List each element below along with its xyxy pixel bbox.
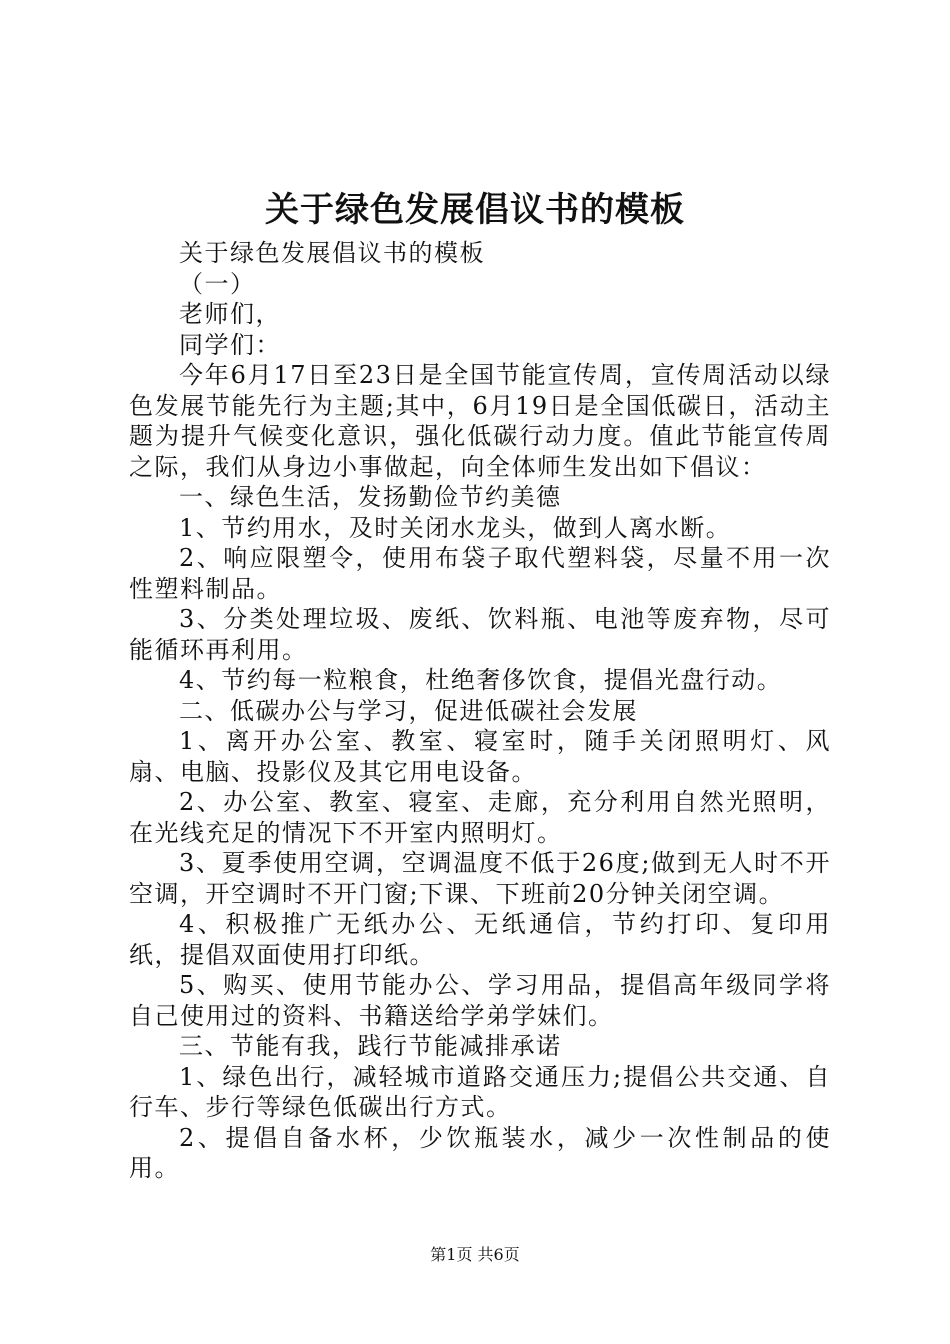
paragraph-salutation-students: 同学们：	[179, 330, 281, 359]
document-body	[129, 238, 831, 1184]
paragraph-heading-3: 三、节能有我，践行节能减排承诺	[179, 1032, 562, 1060]
paragraph-item: 4、节约每一粒粮食，杜绝奢侈饮食，提倡光盘行动。	[179, 666, 783, 694]
paragraph-item: 1、节约用水，及时关闭水龙头，做到人离水断。	[179, 513, 732, 542]
paragraph-item: 2、提倡自备水杯，少饮瓶装水，减少一次性制品的使用。	[129, 1123, 831, 1182]
paragraph-heading-2: 二、低碳办公与学习，促进低碳社会发展	[179, 696, 638, 725]
paragraph-item: 5、购买、使用节能办公、学习用品，提倡高年级同学将自己使用过的资料、书籍送给学弟学妹们。	[129, 971, 831, 1030]
paragraph-item: 2、响应限塑令，使用布袋子取代塑料袋，尽量不用一次性塑料制品。	[129, 544, 831, 603]
paragraph-section-number: （一）	[179, 269, 256, 298]
paragraph-item: 2、办公室、教室、寝室、走廊，充分利用自然光照明，在光线充足的情况下不开室内照明灯。	[129, 788, 831, 847]
paragraph-item: 3、分类处理垃圾、废纸、饮料瓶、电池等废弃物，尽可能循环再利用。	[129, 605, 831, 664]
paragraph-item: 1、绿色出行，减轻城市道路交通压力;提倡公共交通、自行车、步行等绿色低碳出行方式。	[129, 1062, 831, 1121]
paragraph-subtitle: 关于绿色发展倡议书的模板	[179, 239, 485, 267]
paragraph-intro: 今年6月17日至23日是全国节能宣传周，宣传周活动以绿色发展节能先行为主题;其中，6月19日是全国低碳日，活动主题为提升气候变化意识，强化低碳行动力度。值此节能宣传周之际，我们从身边小事做起，向全体师生发出如下倡议：	[129, 361, 831, 481]
paragraph-item: 4、积极推广无纸办公、无纸通信，节约打印、复印用纸，提倡双面使用打印纸。	[129, 910, 831, 969]
paragraph-heading-1: 一、绿色生活，发扬勤俭节约美德	[179, 483, 562, 511]
paragraph-item: 3、夏季使用空调，空调温度不低于26度;做到无人时不开空调，开空调时不开门窗;下课、下班前20分钟关闭空调。	[129, 849, 831, 908]
paragraph-salutation-teachers: 老师们，	[179, 300, 281, 328]
document-title: 关于绿色发展倡议书的模板	[265, 190, 685, 230]
page-footer: 第1页 共6页	[430, 1245, 520, 1264]
paragraph-item: 1、离开办公室、教室、寝室时，随手关闭照明灯、风扇、电脑、投影仪及其它用电设备。	[129, 727, 831, 786]
